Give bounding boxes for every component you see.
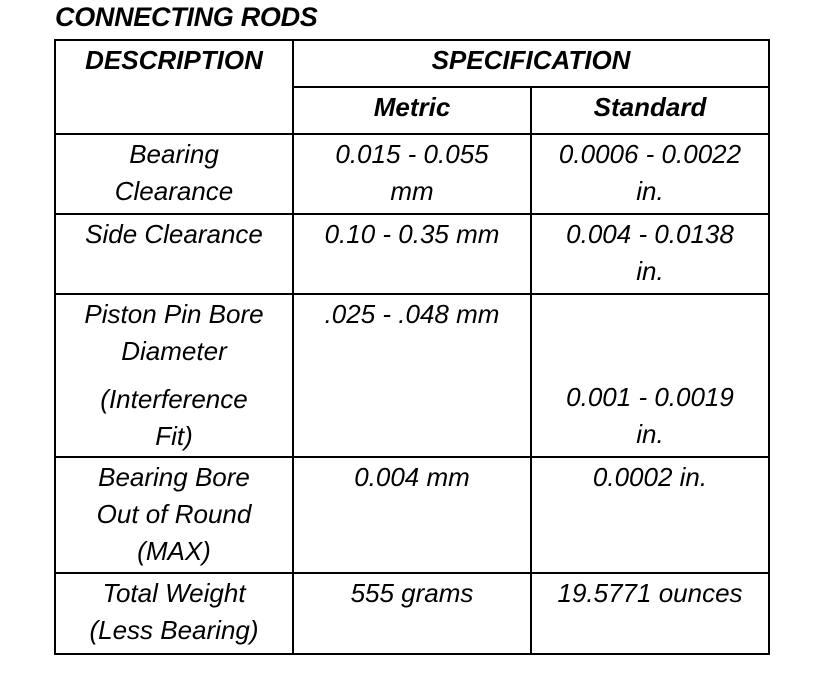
standard-line: in. [636, 419, 664, 449]
description-line: Total Weight [102, 578, 246, 608]
metric-line: mm [390, 176, 434, 206]
description-line: (Less Bearing) [89, 615, 259, 645]
table-row [55, 573, 769, 654]
description-line: Side Clearance [85, 219, 263, 249]
standard-line: 0.001 - 0.0019 [566, 382, 734, 412]
description-cell [55, 457, 293, 573]
metric-line: 0.10 - 0.35 mm [324, 219, 500, 249]
standard-line: 0.0006 - 0.0022 [558, 139, 742, 169]
description-cell [55, 134, 293, 214]
description-cell [55, 214, 293, 294]
metric-line: 555 grams [350, 578, 474, 608]
header-row [55, 40, 769, 87]
description-line: Diameter [121, 336, 227, 366]
metric-line: .025 - .048 mm [324, 299, 500, 329]
standard-line: 0.0002 in. [592, 462, 708, 492]
description-line: Bearing Bore [98, 462, 250, 492]
description-note-line: (Interference [100, 384, 248, 414]
description-line: Bearing [129, 139, 219, 169]
standard-cell [531, 573, 769, 654]
standard-cell [531, 294, 769, 457]
header-standard: Standard [531, 87, 769, 134]
table-row [55, 457, 769, 573]
description-line: Out of Round [96, 499, 252, 529]
description-cell [55, 294, 293, 457]
table-row [55, 134, 769, 214]
metric-cell [293, 294, 531, 457]
page-title: CONNECTING RODS [55, 2, 318, 32]
header-specification: SPECIFICATION [293, 40, 769, 87]
standard-spacer [536, 295, 764, 378]
metric-cell [293, 214, 531, 294]
description-cell [55, 573, 293, 654]
description-note-line: Fit) [155, 421, 193, 451]
description-line: Piston Pin Bore [84, 299, 264, 329]
metric-cell [293, 573, 531, 654]
table-row [55, 294, 769, 457]
standard-cell [531, 214, 769, 294]
connecting-rods-spec-table [54, 39, 770, 655]
standard-line: 19.5771 ounces [557, 578, 743, 608]
metric-line: 0.004 mm [354, 462, 470, 492]
standard-line: in. [636, 176, 664, 206]
description-line: Clearance [114, 176, 234, 206]
standard-cell [531, 134, 769, 214]
table-row [55, 214, 769, 294]
metric-cell [293, 457, 531, 573]
standard-line: in. [636, 256, 664, 286]
metric-line: 0.015 - 0.055 [335, 139, 489, 169]
standard-line: 0.004 - 0.0138 [566, 219, 734, 249]
header-metric: Metric [293, 87, 531, 134]
header-description: DESCRIPTION [55, 40, 293, 134]
metric-cell [293, 134, 531, 214]
standard-cell [531, 457, 769, 573]
description-line: (MAX) [137, 536, 211, 566]
